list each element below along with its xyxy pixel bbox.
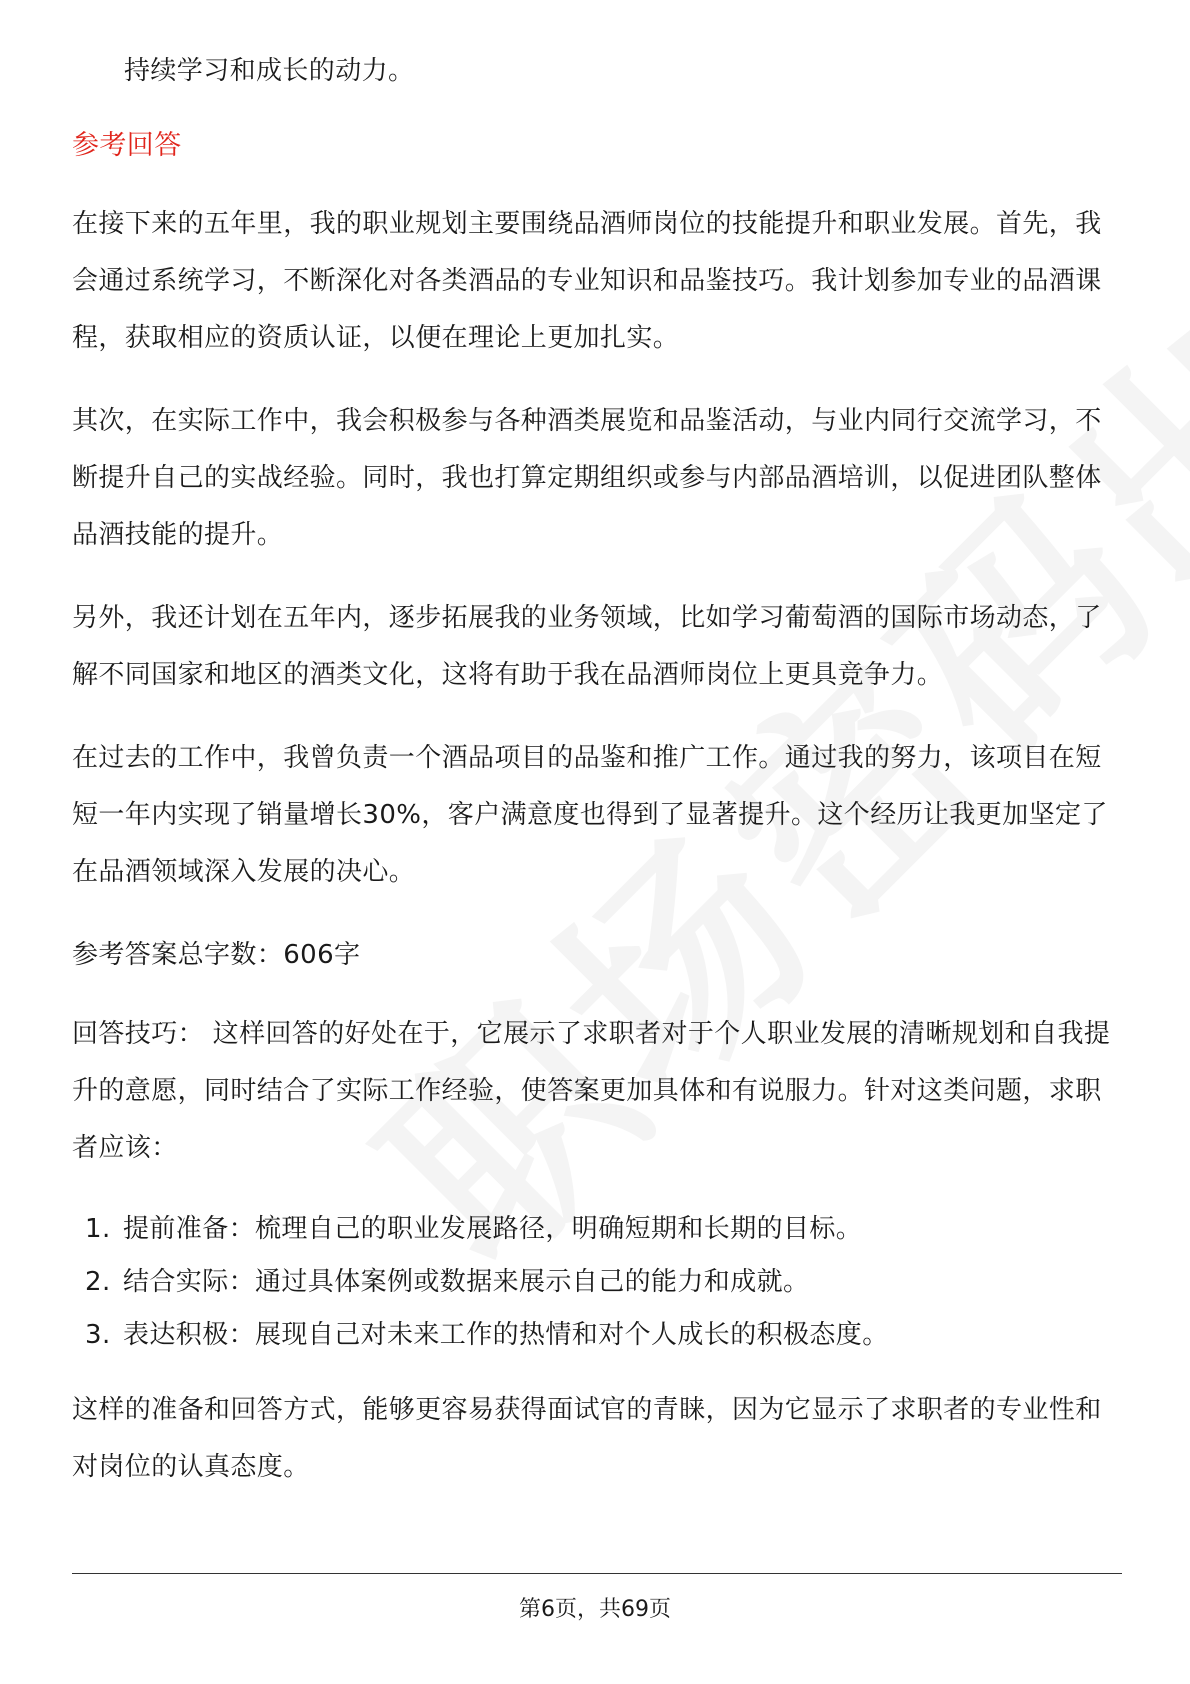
page-number: 第6页，共69页 (519, 1597, 671, 1622)
answer-paragraph: 其次，在实际工作中，我会积极参与各种酒类展览和品鉴活动，与业内同行交流学习，不断提升自己的实战经验。同时，我也打算定期组织或参与内部品酒培训，以促进团队整体品酒技能的提升。 (72, 406, 1102, 550)
page-content (72, 46, 1122, 1522)
answer-paragraph: 在接下来的五年里，我的职业规划主要围绕品酒师岗位的技能提升和职业发展。首先，我会通过系统学习，不断深化对各类酒品的专业知识和品鉴技巧。我计划参加专业的品酒课程，获取相应的资质认证，以便在理论上更加扎实。 (72, 209, 1102, 353)
total-word-count: 参考答案总字数：606字 (72, 940, 361, 970)
list-text: 提前准备：梳理自己的职业发展路径，明确短期和长期的目标。 (123, 1214, 863, 1244)
tips-list (72, 1203, 1122, 1362)
answer-paragraph: 在过去的工作中，我曾负责一个酒品项目的品鉴和推广工作。通过我的努力，该项目在短短一年内实现了销量增长30%，客户满意度也得到了显著提升。这个经历让我更加坚定了在品酒领域深入发展的决心。 (72, 743, 1108, 887)
answer-paragraph: 另外，我还计划在五年内，逐步拓展我的业务领域，比如学习葡萄酒的国际市场动态，了解不同国家和地区的酒类文化，这将有助于我在品酒师岗位上更具竞争力。 (72, 603, 1102, 690)
list-text: 表达积极：展现自己对未来工作的热情和对个人成长的积极态度。 (123, 1320, 889, 1350)
continued-text: 持续学习和成长的动力。 (124, 56, 415, 86)
list-number: 1. (85, 1214, 111, 1244)
list-item (72, 1309, 1122, 1362)
list-text: 结合实际：通过具体案例或数据来展示自己的能力和成就。 (123, 1267, 810, 1297)
closing-paragraph: 这样的准备和回答方式，能够更容易获得面试官的青睐，因为它显示了求职者的专业性和对岗位的认真态度。 (72, 1395, 1102, 1482)
footer-divider (72, 1573, 1122, 1574)
list-number: 2. (85, 1267, 111, 1297)
section-title: 参考回答 (72, 130, 182, 161)
list-number: 3. (85, 1320, 111, 1350)
tips-intro: 回答技巧： 这样回答的好处在于，它展示了求职者对于个人职业发展的清晰规划和自我提升的意愿，同时结合了实际工作经验，使答案更加具体和有说服力。针对这类问题，求职者应该： (72, 1019, 1111, 1163)
list-item (72, 1256, 1122, 1309)
list-item (72, 1203, 1122, 1256)
